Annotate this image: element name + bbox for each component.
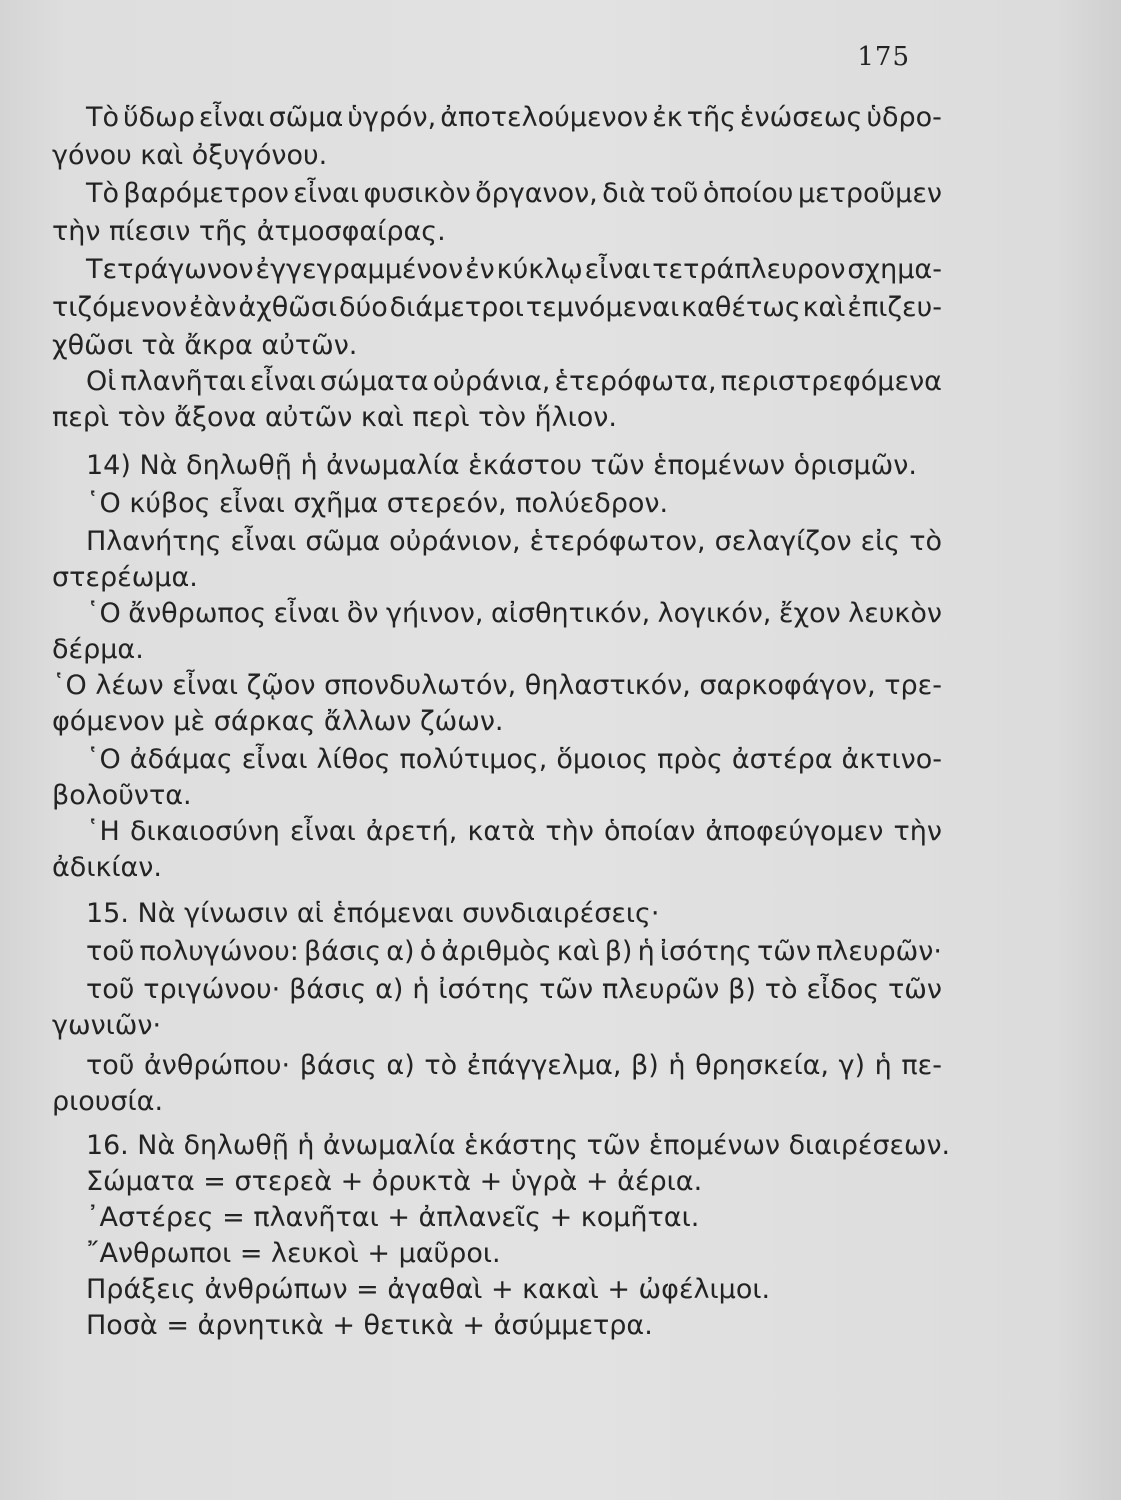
- word: κύκλῳ: [496, 254, 583, 285]
- word: τρε-: [884, 670, 942, 701]
- word: καὶ: [802, 292, 846, 323]
- word: σῶμα: [305, 526, 381, 557]
- word: τιζόμενον: [52, 292, 188, 323]
- word: οὐράνια,: [432, 366, 551, 397]
- word: εἶναι: [250, 366, 316, 397]
- text-line: [86, 598, 942, 630]
- word: λογικόν,: [657, 598, 772, 629]
- word: ἐπιζευ-: [847, 292, 942, 323]
- text-line: τὴν πίεσιν τῆς ἀτμοσφαίρας.: [52, 216, 446, 247]
- word: ἄνθρωπος: [128, 598, 267, 629]
- word: εἶναι: [230, 526, 297, 557]
- word: ῾Ο: [86, 598, 121, 629]
- word: Οἱ: [86, 366, 117, 397]
- equation-line: [86, 1166, 702, 1198]
- word: ὁποίου: [702, 178, 794, 209]
- word: ἐὰν: [188, 292, 237, 323]
- word: εἶναι: [172, 670, 238, 701]
- word: τοῦ: [650, 178, 699, 209]
- text-line: γόνου καὶ ὀξυγόνου.: [52, 140, 328, 171]
- word: ἀριθμὸς: [441, 936, 552, 967]
- word: γ): [838, 1050, 866, 1081]
- word: εἰς: [860, 526, 901, 557]
- word: Τετράγωνον: [86, 254, 254, 285]
- word: φυσικὸν: [363, 178, 471, 209]
- word: τετράπλευρον: [652, 254, 846, 285]
- word: ῾Ο: [52, 670, 87, 701]
- equation-rhs: = λευκοὶ + μαῦροι.: [239, 1238, 501, 1269]
- text-line: χθῶσι τὰ ἄκρα αὐτῶν.: [52, 330, 358, 361]
- text-line: [86, 366, 942, 398]
- text-line: [86, 102, 942, 134]
- word: αἰσθητικόν,: [490, 598, 651, 629]
- equation-label: Πράξεις ἀνθρώπων: [86, 1274, 348, 1305]
- word: ἀστέρα: [731, 744, 833, 775]
- word: δικαιοσύνη: [129, 816, 280, 847]
- equation-rhs: = ἀγαθαὶ + κακαὶ + ὠφέλιμοι.: [356, 1274, 771, 1305]
- word: Τὸ: [86, 178, 120, 209]
- word: πρὸς: [657, 744, 723, 775]
- text-line: [86, 816, 942, 848]
- word: ἑτερόφωτα,: [554, 366, 717, 397]
- word: β): [631, 1050, 659, 1081]
- word: σελαγίζον: [714, 526, 852, 557]
- word: τῶν: [756, 936, 811, 967]
- text-line: [52, 292, 942, 324]
- exercise-heading: 14) Νὰ δηλωθῇ ἡ ἀνωμαλία ἑκάστου τῶν ἑπομένων ὁρισμῶν.: [86, 450, 917, 481]
- text-line: γωνιῶν·: [52, 1010, 162, 1041]
- word: ἡ: [874, 1050, 892, 1081]
- word: ἀδάμας: [129, 744, 233, 775]
- word: ἑνώσεως: [739, 102, 863, 133]
- word: ἔχον: [778, 598, 841, 629]
- word: α): [386, 1050, 415, 1081]
- equation-label: ῎Ανθρωποι: [86, 1238, 232, 1269]
- word: ἑτερόφωτον,: [529, 526, 706, 557]
- text-line: ἀδικίαν.: [52, 852, 162, 883]
- equation-label: Σώματα: [86, 1166, 195, 1197]
- word: τριγώνου·: [143, 974, 281, 1005]
- word: σαρκοφάγον,: [699, 670, 876, 701]
- word: βάσις: [303, 936, 382, 967]
- word: ἀποτελούμενον: [440, 102, 649, 133]
- exercise-heading: 15. Νὰ γίνωσιν αἱ ἑπόμεναι συνδιαιρέσεις·: [86, 898, 660, 929]
- word: ὅμοιος: [556, 744, 649, 775]
- equation-line: [86, 1310, 653, 1342]
- word: λευκὸν: [848, 598, 942, 629]
- word: ὑδρο-: [866, 102, 942, 133]
- word: τὴν: [545, 816, 594, 847]
- exercise-heading: 16. Νὰ δηλωθῇ ἡ ἀνωμαλία ἑκάστης τῶν ἑπομένων διαιρέσεων.: [86, 1130, 950, 1161]
- word: ὂν: [346, 598, 379, 629]
- word: ὑγρόν,: [347, 102, 437, 133]
- word: βαρόμετρον: [123, 178, 289, 209]
- word: ἀχθῶσι: [238, 292, 338, 323]
- word: ὄργανον,: [475, 178, 598, 209]
- text-line: περὶ τὸν ἄξονα αὐτῶν καὶ περὶ τὸν ἥλιον.: [52, 402, 617, 433]
- word: πλευρῶν: [602, 974, 720, 1005]
- word: περιστρεφόμενα: [720, 366, 942, 397]
- word: ἐγγεγραμμένον: [255, 254, 464, 285]
- word: μετροῦμεν: [797, 178, 942, 209]
- text-line: βολοῦντα.: [52, 780, 192, 811]
- word: τὴν: [893, 816, 942, 847]
- word: βάσις: [299, 1050, 377, 1081]
- text-line: [86, 178, 942, 210]
- word: σῶμα: [268, 102, 344, 133]
- word: ζῷον: [246, 670, 316, 701]
- equation-line: [86, 1238, 501, 1270]
- text-line: [86, 254, 942, 286]
- word: κατὰ: [467, 816, 536, 847]
- word: ἡ: [668, 1050, 686, 1081]
- word: εἶδος: [806, 974, 880, 1005]
- equation-line: [86, 1202, 699, 1234]
- text-line: δέρμα.: [52, 634, 144, 665]
- word: εἶναι: [584, 254, 651, 285]
- word: διὰ: [602, 178, 646, 209]
- word: εἶναι: [293, 178, 360, 209]
- word: τὸ: [424, 1050, 458, 1081]
- word: δύο: [339, 292, 388, 323]
- word: ἀνθρώπου·: [143, 1050, 291, 1081]
- word: τεμνόμεναι: [525, 292, 680, 323]
- word: ὁ: [419, 936, 437, 967]
- word: λίθος: [316, 744, 391, 775]
- word: ἡ: [637, 936, 655, 967]
- word: ῾Ο: [86, 744, 121, 775]
- equation-label: ᾿Αστέρες: [86, 1202, 214, 1233]
- word: τοῦ: [86, 1050, 135, 1081]
- word: καθέτως: [681, 292, 801, 323]
- word: τοῦ: [86, 936, 135, 967]
- text-line: [86, 974, 942, 1006]
- word: τῶν: [539, 974, 594, 1005]
- text-line: [86, 936, 942, 968]
- word: α): [386, 936, 415, 967]
- word: πλανῆται: [120, 366, 246, 397]
- word: πολυγώνου:: [139, 936, 299, 967]
- word: διάμετροι: [389, 292, 524, 323]
- word: εἶναι: [198, 102, 265, 133]
- word: θρησκεία,: [695, 1050, 829, 1081]
- word: Τὸ: [86, 102, 120, 133]
- word: ῾Η: [86, 816, 120, 847]
- word: πολύτιμος,: [399, 744, 548, 775]
- word: πλευρῶν·: [816, 936, 942, 967]
- word: ὁποίαν: [603, 816, 696, 847]
- word: σώματα: [319, 366, 429, 397]
- equation-rhs: = πλανῆται + ἀπλανεῖς + κομῆται.: [222, 1202, 700, 1233]
- word: ἀρετή,: [365, 816, 458, 847]
- word: οὐράνιον,: [389, 526, 521, 557]
- word: τοῦ: [86, 974, 135, 1005]
- text-line: [52, 670, 942, 702]
- word: Πλανήτης: [86, 526, 222, 557]
- word: βάσις: [289, 974, 367, 1005]
- word: ἀποφεύγομεν: [705, 816, 884, 847]
- word: ἡ: [412, 974, 430, 1005]
- word: εἶναι: [273, 598, 340, 629]
- equation-rhs: = ἀρνητικὰ + θετικὰ + ἀσύμμετρα.: [166, 1310, 653, 1341]
- word: σπονδυλωτόν,: [324, 670, 517, 701]
- word: ἀκτινο-: [841, 744, 942, 775]
- equation-rhs: = στερεὰ + ὀρυκτὰ + ὑγρὰ + ἀέρια.: [203, 1166, 703, 1197]
- equation-label: Ποσὰ: [86, 1310, 158, 1341]
- word: α): [375, 974, 404, 1005]
- word: καὶ: [556, 936, 600, 967]
- word: τὸ: [764, 974, 798, 1005]
- word: τῶν: [887, 974, 942, 1005]
- page-number: 175: [857, 42, 910, 72]
- text-line: φόμενον μὲ σάρκας ἄλλων ζώων.: [52, 706, 504, 737]
- word: εἶναι: [290, 816, 356, 847]
- word: τὸ: [909, 526, 942, 557]
- word: ἐν: [465, 254, 495, 285]
- text-line: [86, 1050, 942, 1082]
- text-line: ῾Ο κύβος εἶναι σχῆμα στερεόν, πολύεδρον.: [86, 488, 669, 519]
- word: ἰσότης: [438, 974, 531, 1005]
- word: β): [728, 974, 756, 1005]
- text-line: στερέωμα.: [52, 562, 198, 593]
- equation-line: [86, 1274, 770, 1306]
- word: λέων: [95, 670, 164, 701]
- word: θηλαστικόν,: [524, 670, 691, 701]
- word: ἐκ: [652, 102, 683, 133]
- word: σχημα-: [847, 254, 942, 285]
- word: ἰσότης: [659, 936, 752, 967]
- word: γήινον,: [385, 598, 484, 629]
- word: πε-: [901, 1050, 942, 1081]
- word: β): [604, 936, 633, 967]
- text-line: ριουσία.: [52, 1086, 164, 1117]
- word: τῆς: [686, 102, 736, 133]
- word: ὕδωρ: [123, 102, 195, 133]
- word: ἐπάγγελμα,: [466, 1050, 622, 1081]
- word: εἶναι: [241, 744, 308, 775]
- text-line: [86, 744, 942, 776]
- text-line: [86, 526, 942, 558]
